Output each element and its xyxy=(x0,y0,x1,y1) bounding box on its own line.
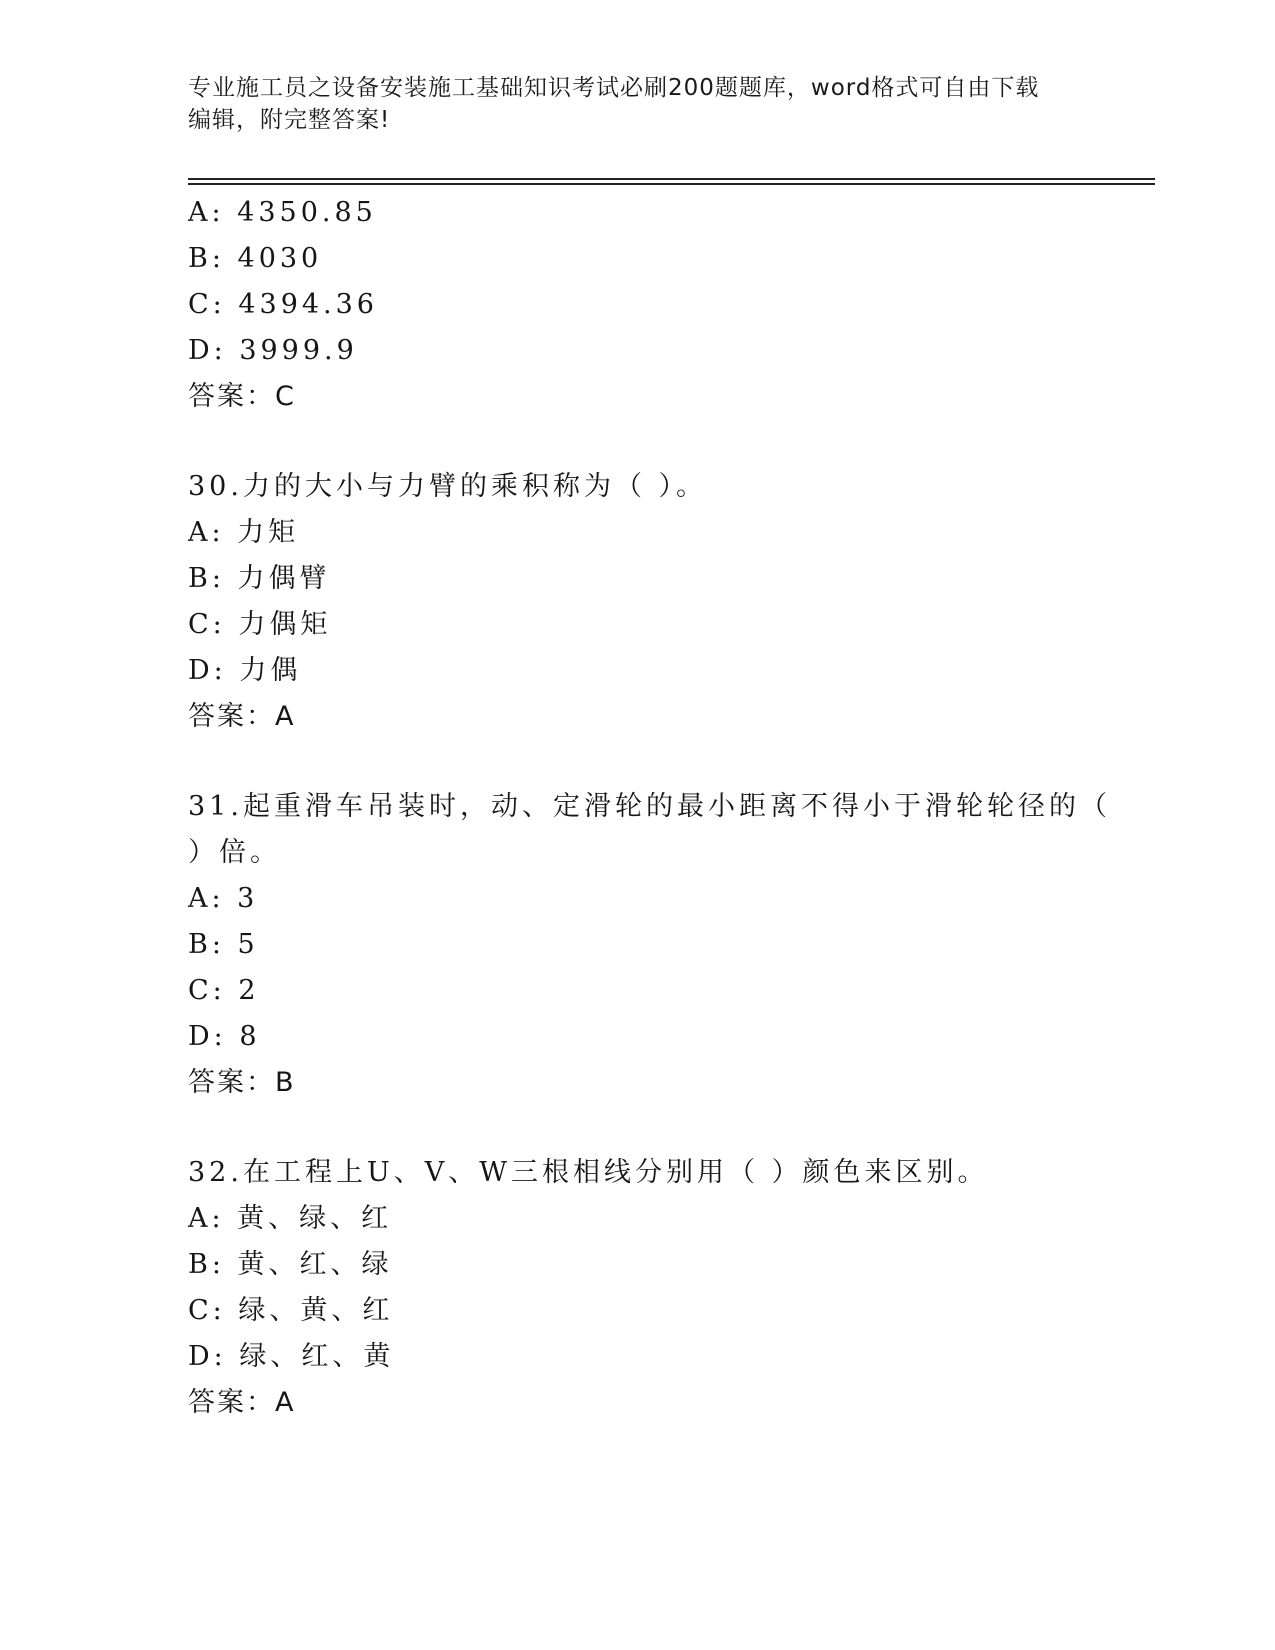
option-a: A: 4350.85 xyxy=(188,197,377,228)
question-text-line-2: ）倍。 xyxy=(188,837,281,868)
question-29 xyxy=(188,190,1148,420)
question-32 xyxy=(188,1150,1148,1426)
option-b: B: 4030 xyxy=(188,243,323,274)
question-31 xyxy=(188,784,1148,1106)
question-30 xyxy=(188,464,1148,740)
option-c: C: 绿、黄、红 xyxy=(188,1295,394,1326)
question-list xyxy=(188,190,1148,1426)
answer-line: 答案：A xyxy=(188,701,296,732)
question-spacer xyxy=(188,740,1148,784)
document-header xyxy=(188,72,1088,136)
option-b: B: 黄、红、绿 xyxy=(188,1249,393,1280)
option-c: C: 2 xyxy=(188,975,260,1006)
option-c: C: 力偶矩 xyxy=(188,609,332,640)
option-d: D: 3999.9 xyxy=(188,335,358,366)
option-b: B: 5 xyxy=(188,929,259,960)
question-spacer xyxy=(188,420,1148,464)
header-line-2: 编辑，附完整答案! xyxy=(188,107,391,133)
question-text: 32.在工程上U、V、W三根相线分别用（ ）颜色来区别。 xyxy=(188,1157,989,1188)
option-a: A: 黄、绿、红 xyxy=(188,1203,393,1234)
option-b: B: 力偶臂 xyxy=(188,563,331,594)
question-text: 30.力的大小与力臂的乘积称为（ ）。 xyxy=(188,471,708,502)
answer-line: 答案：C xyxy=(188,381,296,412)
header-divider-bottom xyxy=(188,183,1155,185)
header-line-1: 专业施工员之设备安装施工基础知识考试必刷200题题库，word格式可自由下载 xyxy=(188,75,1040,101)
option-d: D: 力偶 xyxy=(188,655,302,686)
option-a: A: 3 xyxy=(188,883,259,914)
answer-line: 答案：A xyxy=(188,1387,296,1418)
option-d: D: 绿、红、黄 xyxy=(188,1341,395,1372)
option-d: D: 8 xyxy=(188,1021,261,1052)
question-text-line-1: 31.起重滑车吊装时，动、定滑轮的最小距离不得小于滑轮轮径的（ xyxy=(188,791,1111,822)
question-spacer xyxy=(188,1106,1148,1150)
header-divider-top xyxy=(188,178,1155,180)
answer-line: 答案：B xyxy=(188,1067,296,1098)
option-c: C: 4394.36 xyxy=(188,289,378,320)
option-a: A: 力矩 xyxy=(188,517,300,548)
